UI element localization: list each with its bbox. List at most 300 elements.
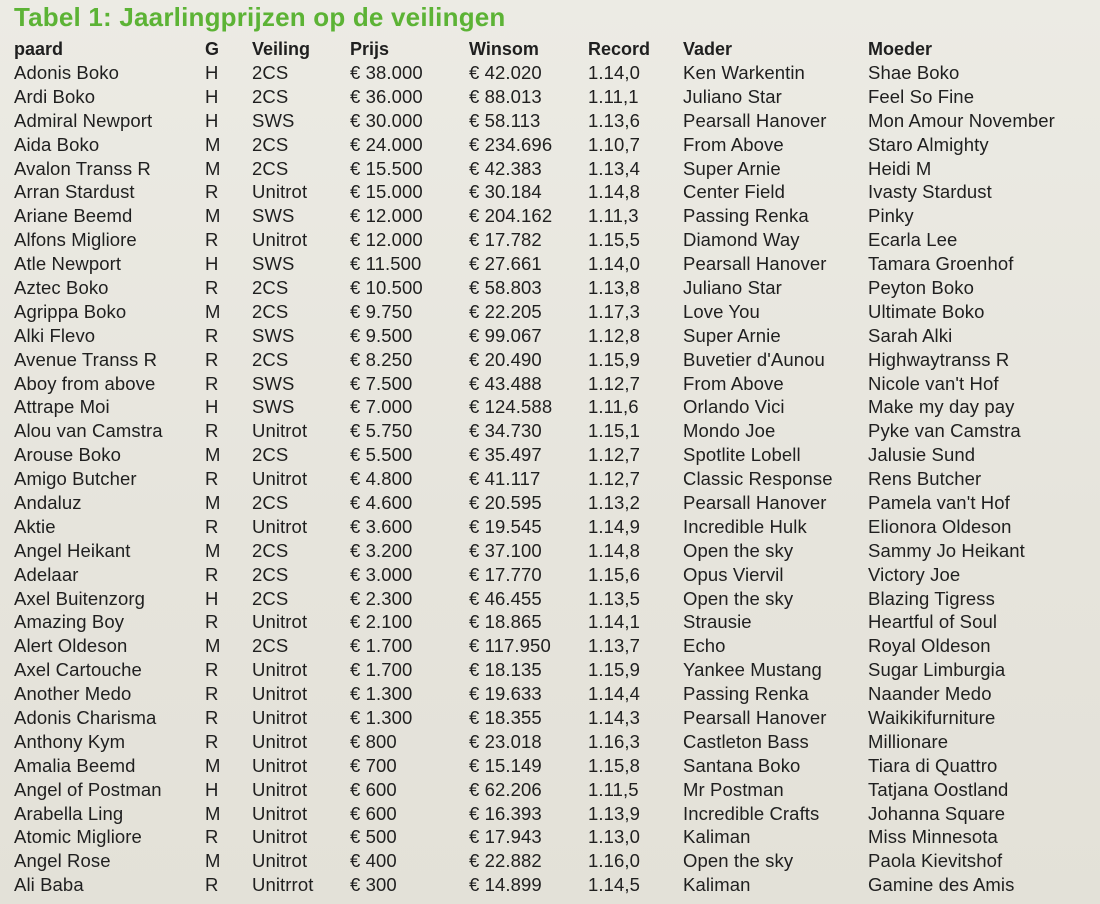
cell-veiling: Unitrot: [252, 754, 308, 776]
cell-moeder: Pamela van't Hof: [868, 491, 1010, 513]
table-row: [14, 300, 1100, 324]
cell-vader: Incredible Hulk: [683, 515, 807, 537]
cell-record: 1.12,7: [588, 468, 641, 490]
cell-winsom: € 58.113: [469, 109, 541, 131]
cell-g: M: [205, 850, 221, 872]
cell-paard: Ariane Beemd: [14, 205, 133, 227]
cell-paard: Aboy from above: [14, 372, 156, 394]
cell-prijs: € 36.000: [350, 85, 423, 107]
cell-winsom: € 19.633: [469, 683, 542, 705]
cell-prijs: € 4.600: [350, 491, 413, 513]
cell-moeder: Sugar Limburgia: [868, 659, 1006, 681]
cell-veiling: 2CS: [252, 133, 289, 155]
table-row: [14, 634, 1100, 658]
cell-paard: Alki Flevo: [14, 324, 96, 346]
cell-record: 1.14,0: [588, 61, 641, 83]
cell-moeder: Paola Kievitshof: [868, 850, 1003, 872]
cell-paard: Admiral Newport: [14, 109, 153, 131]
cell-veiling: Unitrot: [252, 778, 308, 800]
cell-prijs: € 30.000: [350, 109, 423, 131]
cell-g: R: [205, 563, 219, 585]
cell-veiling: Unitrot: [252, 420, 308, 442]
cell-moeder: Royal Oldeson: [868, 635, 991, 657]
cell-vader: Ken Warkentin: [683, 61, 805, 83]
cell-moeder: Ecarla Lee: [868, 229, 958, 251]
cell-moeder: Sarah Alki: [868, 324, 953, 346]
cell-winsom: € 20.595: [469, 491, 542, 513]
cell-prijs: € 4.800: [350, 468, 413, 490]
cell-record: 1.15,8: [588, 754, 641, 776]
cell-vader: Open the sky: [683, 539, 794, 561]
cell-vader: Incredible Crafts: [683, 802, 820, 824]
cell-g: M: [205, 133, 221, 155]
cell-vader: Mondo Joe: [683, 420, 776, 442]
cell-prijs: € 2.300: [350, 587, 413, 609]
cell-winsom: € 18.135: [469, 659, 542, 681]
cell-record: 1.15,1: [588, 420, 641, 442]
cell-winsom: € 14.899: [469, 874, 542, 896]
cell-winsom: € 15.149: [469, 754, 542, 776]
cell-g: M: [205, 300, 221, 322]
table-row: [14, 133, 1100, 157]
cell-prijs: € 38.000: [350, 61, 423, 83]
cell-winsom: € 30.184: [469, 181, 542, 203]
cell-moeder: Heartful of Soul: [868, 611, 998, 633]
cell-vader: Pearsall Hanover: [683, 491, 827, 513]
cell-veiling: 2CS: [252, 539, 289, 561]
cell-veiling: Unitrot: [252, 611, 308, 633]
cell-paard: Axel Buitenzorg: [14, 587, 146, 609]
table-row: [14, 515, 1100, 539]
cell-record: 1.14,8: [588, 539, 641, 561]
cell-prijs: € 3.600: [350, 515, 413, 537]
table-row: [14, 157, 1100, 181]
cell-paard: Aktie: [14, 515, 56, 537]
cell-prijs: € 8.250: [350, 348, 413, 370]
cell-moeder: Ivasty Stardust: [868, 181, 992, 203]
cell-veiling: SWS: [252, 205, 295, 227]
cell-winsom: € 16.393: [469, 802, 542, 824]
cell-moeder: Johanna Square: [868, 802, 1006, 824]
cell-record: 1.10,7: [588, 133, 641, 155]
cell-record: 1.13,5: [588, 587, 641, 609]
cell-veiling: Unitrot: [252, 802, 308, 824]
cell-record: 1.11,1: [588, 85, 639, 107]
cell-winsom: € 22.205: [469, 300, 542, 322]
cell-moeder: Tatjana Oostland: [868, 778, 1009, 800]
cell-winsom: € 23.018: [469, 730, 542, 752]
cell-g: H: [205, 778, 219, 800]
cell-winsom: € 99.067: [469, 324, 542, 346]
cell-winsom: € 88.013: [469, 85, 542, 107]
cell-paard: Alert Oldeson: [14, 635, 128, 657]
cell-winsom: € 17.782: [469, 229, 542, 251]
cell-g: H: [205, 109, 219, 131]
cell-record: 1.15,6: [588, 563, 641, 585]
cell-vader: Open the sky: [683, 850, 794, 872]
cell-vader: Mr Postman: [683, 778, 784, 800]
table-row: [14, 85, 1100, 109]
table-row: [14, 228, 1100, 252]
cell-vader: Buvetier d'Aunou: [683, 348, 825, 370]
cell-moeder: Pyke van Camstra: [868, 420, 1021, 442]
cell-vader: Diamond Way: [683, 229, 800, 251]
cell-moeder: Pinky: [868, 205, 914, 227]
cell-paard: Avalon Transs R: [14, 157, 151, 179]
cell-g: R: [205, 229, 219, 251]
cell-paard: Ali Baba: [14, 874, 84, 896]
cell-g: H: [205, 85, 219, 107]
cell-record: 1.12,7: [588, 444, 641, 466]
table-row: [14, 778, 1100, 802]
cell-prijs: € 12.000: [350, 229, 423, 251]
table-row: [14, 730, 1100, 754]
cell-moeder: Naander Medo: [868, 683, 992, 705]
cell-paard: Adonis Boko: [14, 61, 119, 83]
cell-moeder: Gamine des Amis: [868, 874, 1015, 896]
cell-moeder: Mon Amour November: [868, 109, 1055, 131]
cell-g: M: [205, 754, 221, 776]
cell-record: 1.13,7: [588, 635, 641, 657]
cell-veiling: Unitrot: [252, 730, 308, 752]
cell-vader: From Above: [683, 372, 784, 394]
cell-paard: Adonis Charisma: [14, 706, 157, 728]
cell-moeder: Victory Joe: [868, 563, 961, 585]
cell-winsom: € 19.545: [469, 515, 542, 537]
cell-moeder: Shae Boko: [868, 61, 960, 83]
cell-moeder: Rens Butcher: [868, 468, 982, 490]
cell-prijs: € 5.750: [350, 420, 413, 442]
cell-vader: Super Arnie: [683, 324, 781, 346]
cell-moeder: Waikikifurniture: [868, 706, 996, 728]
cell-winsom: € 42.383: [469, 157, 542, 179]
table-row: [14, 395, 1100, 419]
table-row: [14, 539, 1100, 563]
cell-vader: Orlando Vici: [683, 396, 785, 418]
cell-moeder: Highwaytranss R: [868, 348, 1010, 370]
cell-record: 1.14,0: [588, 253, 641, 275]
cell-veiling: Unitrot: [252, 515, 308, 537]
table-row: [14, 682, 1100, 706]
cell-g: M: [205, 157, 221, 179]
cell-prijs: € 11.500: [350, 253, 422, 275]
cell-g: M: [205, 205, 221, 227]
cell-record: 1.13,8: [588, 276, 641, 298]
cell-veiling: Unitrot: [252, 706, 308, 728]
cell-record: 1.11,6: [588, 396, 639, 418]
cell-vader: Spotlite Lobell: [683, 444, 801, 466]
cell-moeder: Nicole van't Hof: [868, 372, 999, 394]
cell-veiling: Unitrot: [252, 181, 308, 203]
cell-record: 1.11,3: [588, 205, 639, 227]
table-row: [14, 324, 1100, 348]
column-header-veiling: Veiling: [252, 38, 311, 59]
cell-record: 1.13,6: [588, 109, 641, 131]
cell-g: R: [205, 874, 219, 896]
cell-vader: Castleton Bass: [683, 730, 809, 752]
cell-winsom: € 18.355: [469, 706, 542, 728]
cell-prijs: € 1.700: [350, 635, 413, 657]
cell-veiling: 2CS: [252, 276, 289, 298]
cell-record: 1.13,2: [588, 491, 641, 513]
cell-vader: Juliano Star: [683, 276, 782, 298]
cell-paard: Anthony Kym: [14, 730, 126, 752]
column-header-prijs: Prijs: [350, 38, 390, 59]
table-row: [14, 419, 1100, 443]
cell-record: 1.13,9: [588, 802, 641, 824]
cell-g: R: [205, 324, 219, 346]
cell-record: 1.14,5: [588, 874, 641, 896]
cell-g: R: [205, 515, 219, 537]
cell-vader: Center Field: [683, 181, 785, 203]
table-row: [14, 372, 1100, 396]
cell-winsom: € 41.117: [469, 468, 541, 490]
cell-prijs: € 15.500: [350, 157, 423, 179]
cell-g: R: [205, 420, 219, 442]
table-row: [14, 467, 1100, 491]
cell-winsom: € 62.206: [469, 778, 542, 800]
cell-g: M: [205, 444, 221, 466]
cell-veiling: 2CS: [252, 444, 289, 466]
cell-g: M: [205, 802, 221, 824]
cell-vader: Pearsall Hanover: [683, 109, 827, 131]
cell-paard: Amalia Beemd: [14, 754, 136, 776]
cell-paard: Andaluz: [14, 491, 82, 513]
table-title: Tabel 1: Jaarlingprijzen op de veilingen: [14, 2, 506, 32]
cell-g: H: [205, 587, 219, 609]
cell-paard: Attrape Moi: [14, 396, 110, 418]
cell-paard: Aida Boko: [14, 133, 100, 155]
table-row: [14, 587, 1100, 611]
cell-winsom: € 124.588: [469, 396, 553, 418]
cell-vader: Strausie: [683, 611, 752, 633]
cell-winsom: € 27.661: [469, 253, 542, 275]
cell-veiling: SWS: [252, 396, 295, 418]
cell-veiling: SWS: [252, 372, 295, 394]
cell-moeder: Jalusie Sund: [868, 444, 976, 466]
cell-prijs: € 7.500: [350, 372, 413, 394]
cell-g: R: [205, 826, 219, 848]
cell-record: 1.13,4: [588, 157, 641, 179]
cell-paard: Axel Cartouche: [14, 659, 142, 681]
cell-prijs: € 24.000: [350, 133, 423, 155]
cell-paard: Alfons Migliore: [14, 229, 137, 251]
cell-winsom: € 17.770: [469, 563, 542, 585]
cell-vader: Kaliman: [683, 826, 751, 848]
table-row: [14, 849, 1100, 873]
cell-veiling: 2CS: [252, 157, 289, 179]
cell-winsom: € 17.943: [469, 826, 542, 848]
cell-winsom: € 18.865: [469, 611, 542, 633]
cell-record: 1.15,5: [588, 229, 641, 251]
cell-g: R: [205, 706, 219, 728]
cell-prijs: € 1.300: [350, 706, 413, 728]
cell-moeder: Miss Minnesota: [868, 826, 998, 848]
cell-g: R: [205, 611, 219, 633]
cell-vader: Yankee Mustang: [683, 659, 822, 681]
table-row: [14, 491, 1100, 515]
cell-record: 1.14,1: [588, 611, 641, 633]
cell-veiling: SWS: [252, 253, 295, 275]
cell-record: 1.14,9: [588, 515, 641, 537]
cell-g: H: [205, 61, 219, 83]
cell-paard: Atle Newport: [14, 253, 122, 275]
cell-veiling: Unitrot: [252, 229, 308, 251]
table-row: [14, 873, 1100, 897]
cell-veiling: 2CS: [252, 85, 289, 107]
cell-prijs: € 300: [350, 874, 397, 896]
cell-prijs: € 400: [350, 850, 397, 872]
cell-paard: Aztec Boko: [14, 276, 109, 298]
cell-prijs: € 800: [350, 730, 397, 752]
cell-winsom: € 37.100: [469, 539, 542, 561]
table-row: [14, 802, 1100, 826]
cell-record: 1.11,5: [588, 778, 639, 800]
cell-winsom: € 42.020: [469, 61, 542, 83]
cell-paard: Arabella Ling: [14, 802, 124, 824]
cell-winsom: € 117.950: [469, 635, 551, 657]
table-row: [14, 348, 1100, 372]
cell-prijs: € 12.000: [350, 205, 423, 227]
cell-prijs: € 600: [350, 802, 397, 824]
cell-moeder: Elionora Oldeson: [868, 515, 1012, 537]
cell-record: 1.16,3: [588, 730, 641, 752]
cell-vader: Super Arnie: [683, 157, 781, 179]
cell-veiling: SWS: [252, 324, 295, 346]
cell-record: 1.17,3: [588, 300, 641, 322]
cell-winsom: € 46.455: [469, 587, 542, 609]
column-header-moeder: Moeder: [868, 38, 933, 59]
cell-vader: Santana Boko: [683, 754, 801, 776]
column-header-winsom: Winsom: [469, 38, 539, 59]
cell-veiling: 2CS: [252, 587, 289, 609]
cell-prijs: € 15.000: [350, 181, 423, 203]
cell-moeder: Peyton Boko: [868, 276, 975, 298]
cell-prijs: € 600: [350, 778, 397, 800]
cell-record: 1.16,0: [588, 850, 641, 872]
cell-g: M: [205, 635, 221, 657]
cell-vader: Kaliman: [683, 874, 751, 896]
cell-moeder: Blazing Tigress: [868, 587, 995, 609]
table-row: [14, 109, 1100, 133]
cell-veiling: 2CS: [252, 300, 289, 322]
cell-prijs: € 3.200: [350, 539, 413, 561]
cell-winsom: € 20.490: [469, 348, 542, 370]
cell-vader: Passing Renka: [683, 205, 809, 227]
cell-prijs: € 9.500: [350, 324, 413, 346]
cell-vader: Passing Renka: [683, 683, 809, 705]
cell-paard: Alou van Camstra: [14, 420, 163, 442]
cell-g: M: [205, 539, 221, 561]
cell-record: 1.12,8: [588, 324, 641, 346]
column-header-paard: paard: [14, 38, 64, 59]
cell-paard: Ardi Boko: [14, 85, 96, 107]
price-table: [14, 37, 1100, 897]
cell-winsom: € 204.162: [469, 205, 553, 227]
cell-record: 1.15,9: [588, 659, 641, 681]
cell-vader: Juliano Star: [683, 85, 782, 107]
cell-veiling: 2CS: [252, 348, 289, 370]
cell-moeder: Feel So Fine: [868, 85, 975, 107]
cell-record: 1.15,9: [588, 348, 641, 370]
cell-prijs: € 1.300: [350, 683, 413, 705]
table-row: [14, 180, 1100, 204]
cell-veiling: Unitrot: [252, 850, 308, 872]
cell-vader: Love You: [683, 300, 760, 322]
cell-g: R: [205, 348, 219, 370]
cell-veiling: 2CS: [252, 635, 289, 657]
cell-moeder: Tiara di Quattro: [868, 754, 998, 776]
table-row: [14, 563, 1100, 587]
column-header-vader: Vader: [683, 38, 733, 59]
cell-veiling: SWS: [252, 109, 295, 131]
cell-g: R: [205, 372, 219, 394]
table-row: [14, 754, 1100, 778]
cell-paard: Arran Stardust: [14, 181, 135, 203]
cell-g: R: [205, 181, 219, 203]
table-row: [14, 443, 1100, 467]
cell-paard: Angel Heikant: [14, 539, 131, 561]
cell-vader: Echo: [683, 635, 726, 657]
cell-g: H: [205, 253, 219, 275]
cell-g: R: [205, 468, 219, 490]
cell-paard: Avenue Transs R: [14, 348, 158, 370]
cell-record: 1.13,0: [588, 826, 641, 848]
table-row: [14, 826, 1100, 850]
table-row: [14, 610, 1100, 634]
cell-winsom: € 43.488: [469, 372, 542, 394]
cell-vader: Classic Response: [683, 468, 833, 490]
cell-prijs: € 1.700: [350, 659, 413, 681]
cell-veiling: Unitrot: [252, 826, 308, 848]
cell-moeder: Tamara Groenhof: [868, 253, 1014, 275]
cell-prijs: € 500: [350, 826, 397, 848]
table-row: [14, 204, 1100, 228]
cell-vader: Opus Viervil: [683, 563, 784, 585]
table-row: [14, 252, 1100, 276]
column-header-record: Record: [588, 38, 651, 59]
table-row: [14, 706, 1100, 730]
cell-paard: Angel Rose: [14, 850, 111, 872]
cell-paard: Amigo Butcher: [14, 468, 137, 490]
cell-g: R: [205, 683, 219, 705]
cell-moeder: Make my day pay: [868, 396, 1015, 418]
cell-paard: Angel of Postman: [14, 778, 162, 800]
cell-winsom: € 234.696: [469, 133, 553, 155]
cell-vader: Pearsall Hanover: [683, 706, 827, 728]
cell-vader: Pearsall Hanover: [683, 253, 827, 275]
table-header-row: [14, 37, 1100, 61]
cell-paard: Amazing Boy: [14, 611, 125, 633]
cell-winsom: € 35.497: [469, 444, 542, 466]
cell-prijs: € 5.500: [350, 444, 413, 466]
cell-moeder: Staro Almighty: [868, 133, 989, 155]
cell-g: R: [205, 730, 219, 752]
cell-veiling: 2CS: [252, 563, 289, 585]
cell-vader: From Above: [683, 133, 784, 155]
cell-paard: Agrippa Boko: [14, 300, 127, 322]
cell-veiling: Unitrrot: [252, 874, 314, 896]
cell-record: 1.14,3: [588, 706, 641, 728]
cell-vader: Open the sky: [683, 587, 794, 609]
cell-record: 1.14,8: [588, 181, 641, 203]
cell-prijs: € 700: [350, 754, 397, 776]
cell-veiling: 2CS: [252, 61, 289, 83]
cell-prijs: € 3.000: [350, 563, 413, 585]
table-row: [14, 276, 1100, 300]
cell-g: H: [205, 396, 219, 418]
column-header-g: G: [205, 38, 220, 59]
